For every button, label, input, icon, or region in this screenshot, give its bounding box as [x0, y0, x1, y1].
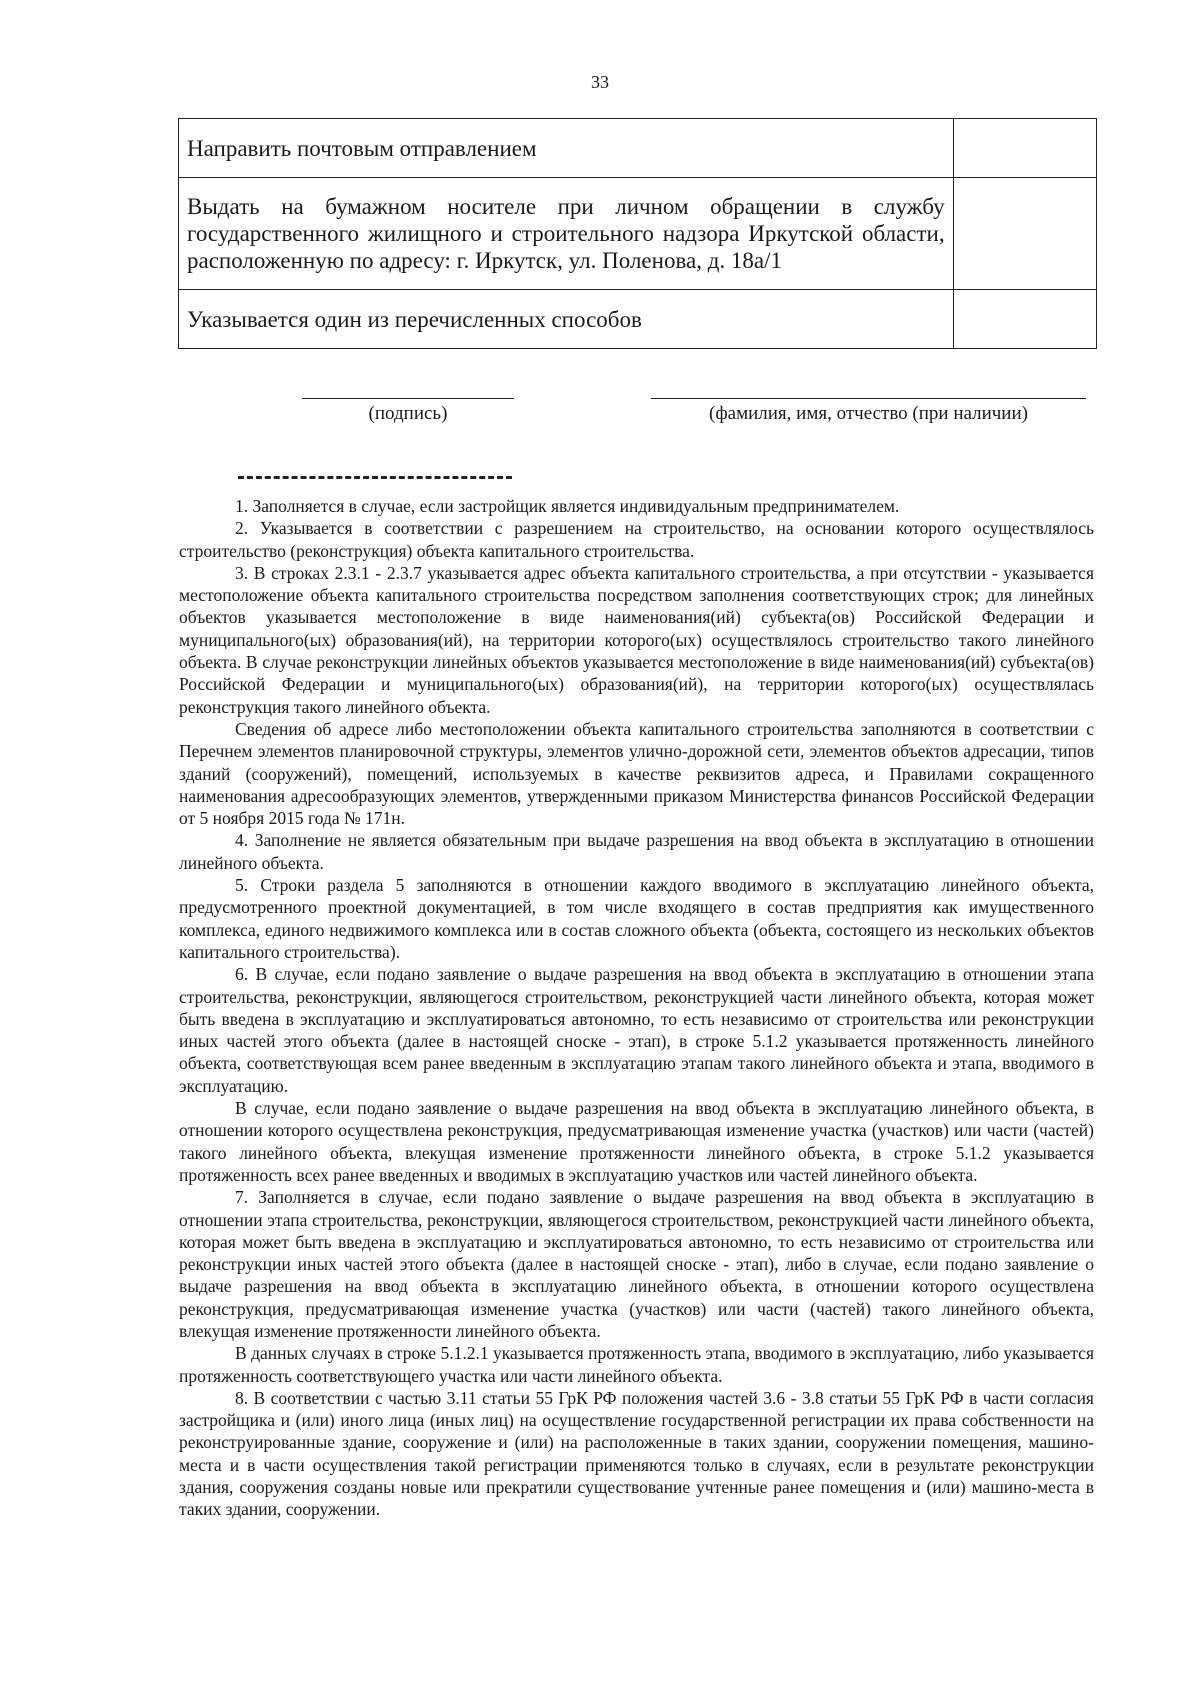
table-row [179, 119, 1097, 178]
page-number: 33 [591, 72, 609, 92]
table-row [179, 290, 1097, 349]
full-name-caption: (фамилия, имя, отчество (при наличии) [709, 403, 1028, 424]
delivery-option-checkbox-cell[interactable] [953, 119, 1096, 178]
footnote-paragraph: В данных случаях в строке 5.1.2.1 указывается протяженность этапа, вводимого в эксплуатацию, либо указывается протяженность соответствующего участка или части линейного объекта. [179, 1343, 1094, 1386]
footnote-paragraph: 2. Указывается в соответствии с разрешением на строительство, на основании которого осуществлялось строительство (реконструкция) объекта капитального строительства. [179, 518, 1094, 561]
footnote-paragraph: 1. Заполняется в случае, если застройщик является индивидуальным предпринимателем. [235, 496, 900, 516]
footnotes [179, 495, 1094, 1521]
full-name-line[interactable] [651, 398, 1086, 399]
signature-block [302, 398, 514, 425]
footnote-paragraph: 3. В строках 2.3.1 - 2.3.7 указывается адрес объекта капитального строительства, а при отсутствии - указывается местоположение объекта капитального строительства посредством заполнения соответствующих строк; для линейных объектов указывается местоположение в виде наименования(ий) субъекта(ов) Российской Федерации и муниципального(ых) образования(ий), на территории которого(ых) осуществлялось строительство такого линейного объекта. В случае реконструкции линейных объектов указывается местоположение в виде наименования(ий) субъекта(ов) Российской Федерации и муниципального(ых) образования(ий), на территории которого(ых) осуществлялась реконструкция такого линейного объекта. [179, 562, 1094, 717]
signature-caption: (подпись) [368, 403, 448, 424]
delivery-method-table [178, 118, 1097, 349]
footnote-paragraph: Сведения об адресе либо местоположении объекта капитального строительства заполняются в соответствии с Перечнем элементов планировочной структуры, элементов улично-дорожной сети, элементов объектов адресации, типов зданий (сооружений), помещений, используемых в качестве реквизитов адреса, и Правилами сокращенного наименования адресообразующих элементов, утвержденными приказом Министерства финансов Российской Федерации от 5 ноября 2015 года № 171н. [179, 718, 1094, 829]
full-name-block [651, 398, 1086, 425]
footnote-paragraph: 6. В случае, если подано заявление о выдаче разрешения на ввод объекта в эксплуатацию в отношении этапа строительства, реконструкции, являющегося строительством, реконструкцией части линейного объекта, которая может быть введена в эксплуатацию и эксплуатироваться автономно, то есть независимо от строительства или реконструкции иных частей этого объекта (далее в настоящей сноске - этап), в строке 5.1.2 указывается протяженность линейного объекта, соответствующая всем ранее введенным в эксплуатацию этапам такого линейного объекта и этапа, вводимого в эксплуатацию. [179, 964, 1094, 1096]
footnote-paragraph: В случае, если подано заявление о выдаче разрешения на ввод объекта в эксплуатацию линейного объекта, в отношении которого осуществлена реконструкция, предусматривающая изменение участка (участков) или части (частей) такого линейного объекта, влекущая изменение протяженности линейного объекта, в строке 5.1.2 указывается протяженность всех ранее введенных и вводимых в эксплуатацию участков или частей линейного объекта. [179, 1098, 1094, 1185]
delivery-option-label: Указывается один из перечисленных способов [179, 290, 954, 349]
footnote-paragraph: 4. Заполнение не является обязательным при выдаче разрешения на ввод объекта в эксплуатацию в отношении линейного объекта. [179, 830, 1094, 873]
signature-line[interactable] [302, 398, 514, 399]
delivery-option-checkbox-cell[interactable] [953, 178, 1096, 290]
delivery-option-label: Выдать на бумажном носителе при личном обращении в службу государственного жилищного и строительного надзора Иркутской области, расположенную по адресу: г. Иркутск, ул. Поленова, д. 18а/1 [179, 178, 954, 290]
footnote-paragraph: 8. В соответствии с частью 3.11 статьи 55 ГрК РФ положения частей 3.6 - 3.8 статьи 55 ГрК РФ в части согласия застройщика и (или) иного лица (иных лиц) на осуществление государственной регистрации их права собственности на реконструированные здание, сооружение и (или) на расположенные в таких здании, сооружении помещения, машино-места и в части осуществления такой регистрации применяются только в случаях, если в результате реконструкции здания, сооружения созданы новые или прекратили существование учтенные ранее помещения и (или) машино-места в таких здании, сооружении. [179, 1387, 1094, 1520]
footnote-paragraph: 5. Строки раздела 5 заполняются в отношении каждого вводимого в эксплуатацию линейного объекта, предусмотренного проектной документацией, в том числе входящего в состав предприятия как имущественного комплекса, единого недвижимого комплекса или в состав сложного объекта (объекта, состоящего из нескольких объектов капитального строительства). [179, 875, 1094, 962]
footnote-separator [238, 476, 512, 479]
footnote-paragraph: 7. Заполняется в случае, если подано заявление о выдаче разрешения на ввод объекта в эксплуатацию в отношении этапа строительства, реконструкции, являющегося строительством, реконструкцией части линейного объекта, которая может быть введена в эксплуатацию и эксплуатироваться автономно, то есть независимо от строительства или реконструкции иных частей этого объекта (далее в настоящей сноске - этап), либо в случае, если подано заявление о выдаче разрешения на ввод объекта в эксплуатацию линейного объекта, в отношении которого осуществлена реконструкция, предусматривающая изменение участка (участков) или части (частей) такого линейного объекта, влекущая изменение протяженности линейного объекта. [179, 1187, 1094, 1341]
delivery-option-label: Направить почтовым отправлением [179, 119, 954, 178]
table-row [179, 178, 1097, 290]
delivery-option-checkbox-cell[interactable] [953, 290, 1096, 349]
